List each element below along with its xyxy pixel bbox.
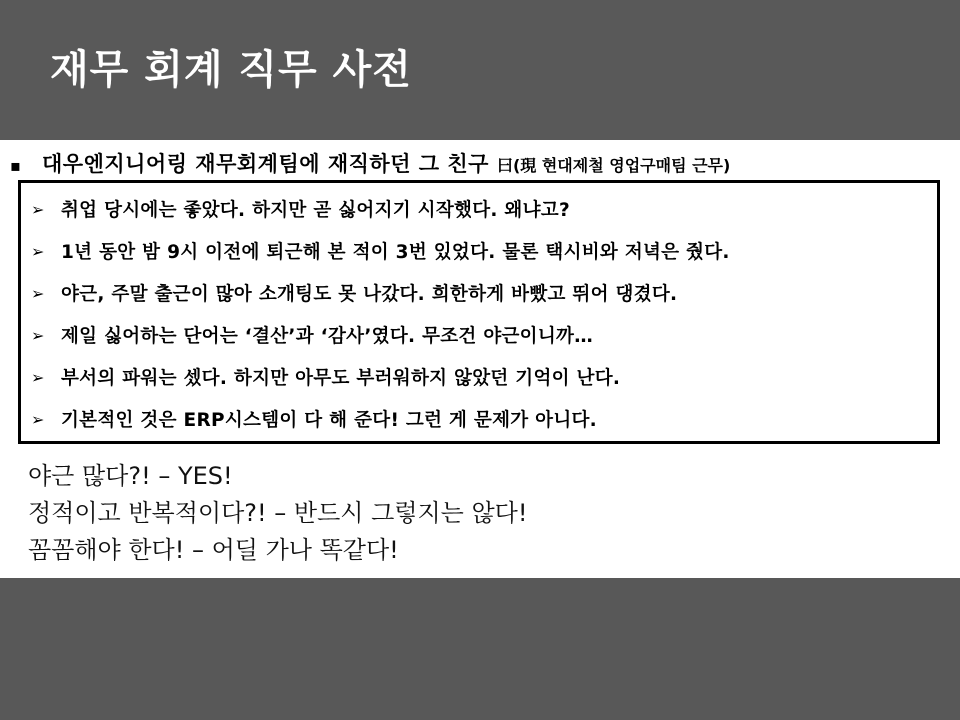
quote-item	[31, 280, 677, 306]
quote-text: 야근, 주말 출근이 많아 소개팅도 못 나갔다. 희한하게 바빴고 뛰어 댕겼다.	[61, 284, 678, 305]
arrow-bullet-icon: ➢	[31, 199, 45, 219]
title-band	[0, 0, 960, 140]
summary-line: 꼼꼼해야 한다! – 어딜 가나 똑같다!	[28, 536, 399, 564]
quote-item	[31, 238, 730, 264]
arrow-bullet-icon: ➢	[31, 367, 45, 387]
summary-line: 정적이고 반복적이다?! – 반드시 그렇지는 않다!	[28, 499, 528, 527]
arrow-bullet-icon: ➢	[31, 241, 45, 261]
quote-item	[31, 322, 593, 348]
slide-title: 재무 회계 직무 사전	[50, 47, 412, 93]
arrow-bullet-icon: ➢	[31, 409, 45, 429]
quote-text: 기본적인 것은 ERP시스템이 다 해 준다! 그런 게 문제가 아니다.	[61, 410, 598, 431]
quote-item	[31, 406, 597, 432]
summary-line: 야근 많다?! – YES!	[28, 462, 233, 490]
quote-text: 취업 당시에는 좋았다. 하지만 곧 싫어지기 시작했다. 왜냐고?	[61, 200, 570, 221]
bullet-sub-text: 曰(現 현대제철 영업구매팀 근무)	[496, 156, 731, 175]
quote-text: 제일 싫어하는 단어는 ‘결산’과 ‘감사’였다. 무조건 야근이니까…	[61, 326, 593, 347]
arrow-bullet-icon: ➢	[31, 325, 45, 345]
quote-item	[31, 196, 570, 222]
arrow-bullet-icon: ➢	[31, 283, 45, 303]
bullet-square-icon: ▪	[10, 156, 21, 175]
quote-text: 1년 동안 밤 9시 이전에 퇴근해 본 적이 3번 있었다. 물론 택시비와 저녁은 줬다.	[61, 242, 730, 263]
quote-item	[31, 364, 620, 390]
bullet-heading	[10, 148, 730, 178]
quote-text: 부서의 파워는 셌다. 하지만 아무도 부러워하지 않았던 기억이 난다.	[61, 368, 621, 389]
quote-box	[18, 180, 940, 444]
bullet-main-text: 대우엔지니어링 재무회계팀에 재직하던 그 친구	[42, 152, 489, 176]
